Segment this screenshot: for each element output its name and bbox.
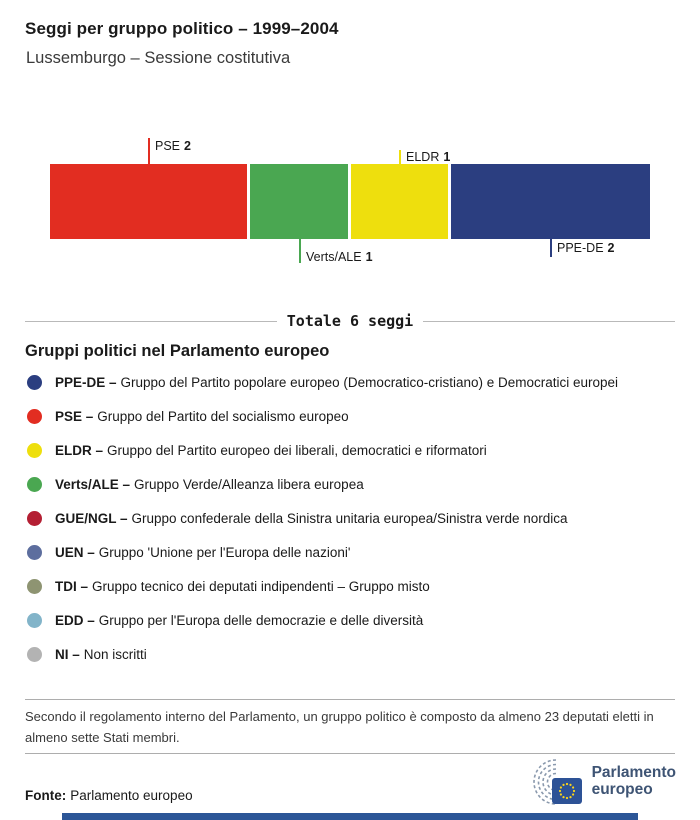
legend-item-uen	[25, 543, 680, 561]
legend-desc: Gruppo 'Unione per l'Europa delle nazioni'	[98, 544, 351, 560]
callout-tick-eldr	[399, 150, 401, 164]
legend-abbr: NI –	[55, 646, 80, 662]
european-parliament-logo	[518, 756, 676, 806]
legend-item-ppe-de	[25, 373, 680, 391]
legend-desc: Gruppo per l'Europa delle democrazie e delle diversità	[98, 612, 424, 628]
footer-accent-bar	[62, 813, 638, 820]
logo-line1: Parlamento	[591, 764, 676, 781]
legend-desc: Non iscritti	[83, 646, 147, 662]
divider-line-right	[423, 321, 675, 322]
group-name: PPE-DE	[557, 241, 604, 255]
uen-color-dot-icon	[27, 545, 42, 560]
bar-segment-ppe-de	[451, 164, 650, 239]
eu-flag-icon	[552, 778, 582, 804]
page-subtitle: Lussemburgo – Sessione costitutiva	[26, 49, 291, 67]
bar-segment-pse	[50, 164, 247, 239]
tdi-color-dot-icon	[27, 579, 42, 594]
source-divider	[25, 753, 675, 754]
legend-abbr: TDI –	[55, 578, 89, 594]
group-name: PSE	[155, 139, 181, 153]
legend-item-tdi	[25, 577, 680, 595]
bar-segment-eldr	[351, 164, 448, 239]
verts-ale-color-dot-icon	[27, 477, 42, 492]
footnote-text: Secondo il regolamento interno del Parlamento, un gruppo politico è composto da almeno 23 deputati eletti in almeno sette Stati membri.	[25, 709, 654, 745]
source-line	[25, 788, 193, 803]
divider-line-left	[25, 321, 277, 322]
group-seats: 2	[184, 139, 191, 153]
legend-abbr: Verts/ALE –	[55, 476, 131, 492]
callout-label-verts-ale	[306, 250, 373, 264]
callout-label-pse	[155, 139, 191, 153]
group-seats: 2	[607, 241, 615, 255]
page-title: Seggi per gruppo politico – 1999–2004	[25, 19, 339, 38]
logo-wordmark	[592, 764, 676, 798]
callout-label-ppe-de	[557, 241, 615, 255]
legend-list	[25, 373, 680, 679]
legend-item-verts-ale	[25, 475, 680, 493]
group-seats: 1	[365, 250, 373, 264]
callout-tick-pse	[148, 138, 150, 164]
callout-label-eldr	[406, 150, 450, 164]
bar-segment-verts-ale	[250, 164, 348, 239]
group-name: ELDR	[406, 150, 440, 164]
callout-tick-verts-ale	[299, 239, 301, 263]
callout-tick-ppe-de	[550, 239, 552, 257]
total-seats-label: Totale 6 seggi	[286, 312, 414, 330]
logo-line2: europeo	[591, 781, 653, 798]
legend-title: Gruppi politici nel Parlamento europeo	[25, 342, 330, 360]
gue-ngl-color-dot-icon	[27, 511, 42, 526]
eldr-color-dot-icon	[27, 443, 42, 458]
legend-abbr: ELDR –	[55, 442, 104, 458]
legend-desc: Gruppo del Partito europeo dei liberali, democratici e riformatori	[107, 442, 487, 458]
source-label: Fonte:	[25, 788, 67, 803]
legend-item-eldr	[25, 441, 680, 459]
group-seats: 1	[443, 150, 451, 164]
legend-desc: Gruppo del Partito popolare europeo (Democratico-cristiano) e Democratici europei	[120, 374, 619, 390]
group-name: Verts/ALE	[306, 250, 362, 264]
legend-desc: Gruppo confederale della Sinistra unitaria europea/Sinistra verde nordica	[131, 510, 568, 526]
legend-abbr: EDD –	[55, 612, 95, 628]
legend-item-edd	[25, 611, 680, 629]
ni-color-dot-icon	[27, 647, 42, 662]
legend-abbr: PSE –	[55, 408, 94, 424]
legend-item-pse	[25, 407, 680, 425]
legend-desc: Gruppo Verde/Alleanza libera europea	[134, 476, 364, 492]
legend-desc: Gruppo del Partito del socialismo europeo	[97, 408, 349, 424]
pse-color-dot-icon	[27, 409, 42, 424]
parliament-hemicycle-icon	[518, 756, 584, 806]
total-seats-divider	[25, 312, 675, 330]
source-value: Parlamento europeo	[70, 788, 193, 803]
legend-abbr: GUE/NGL –	[55, 510, 128, 526]
edd-color-dot-icon	[27, 613, 42, 628]
legend-item-gue-ngl	[25, 509, 680, 527]
legend-abbr: UEN –	[55, 544, 95, 560]
legend-item-ni	[25, 645, 680, 663]
ppe-de-color-dot-icon	[27, 375, 42, 390]
footnote-divider	[25, 699, 675, 700]
legend-abbr: PPE-DE –	[55, 374, 117, 390]
legend-desc: Gruppo tecnico dei deputati indipendenti – Gruppo misto	[92, 578, 430, 594]
